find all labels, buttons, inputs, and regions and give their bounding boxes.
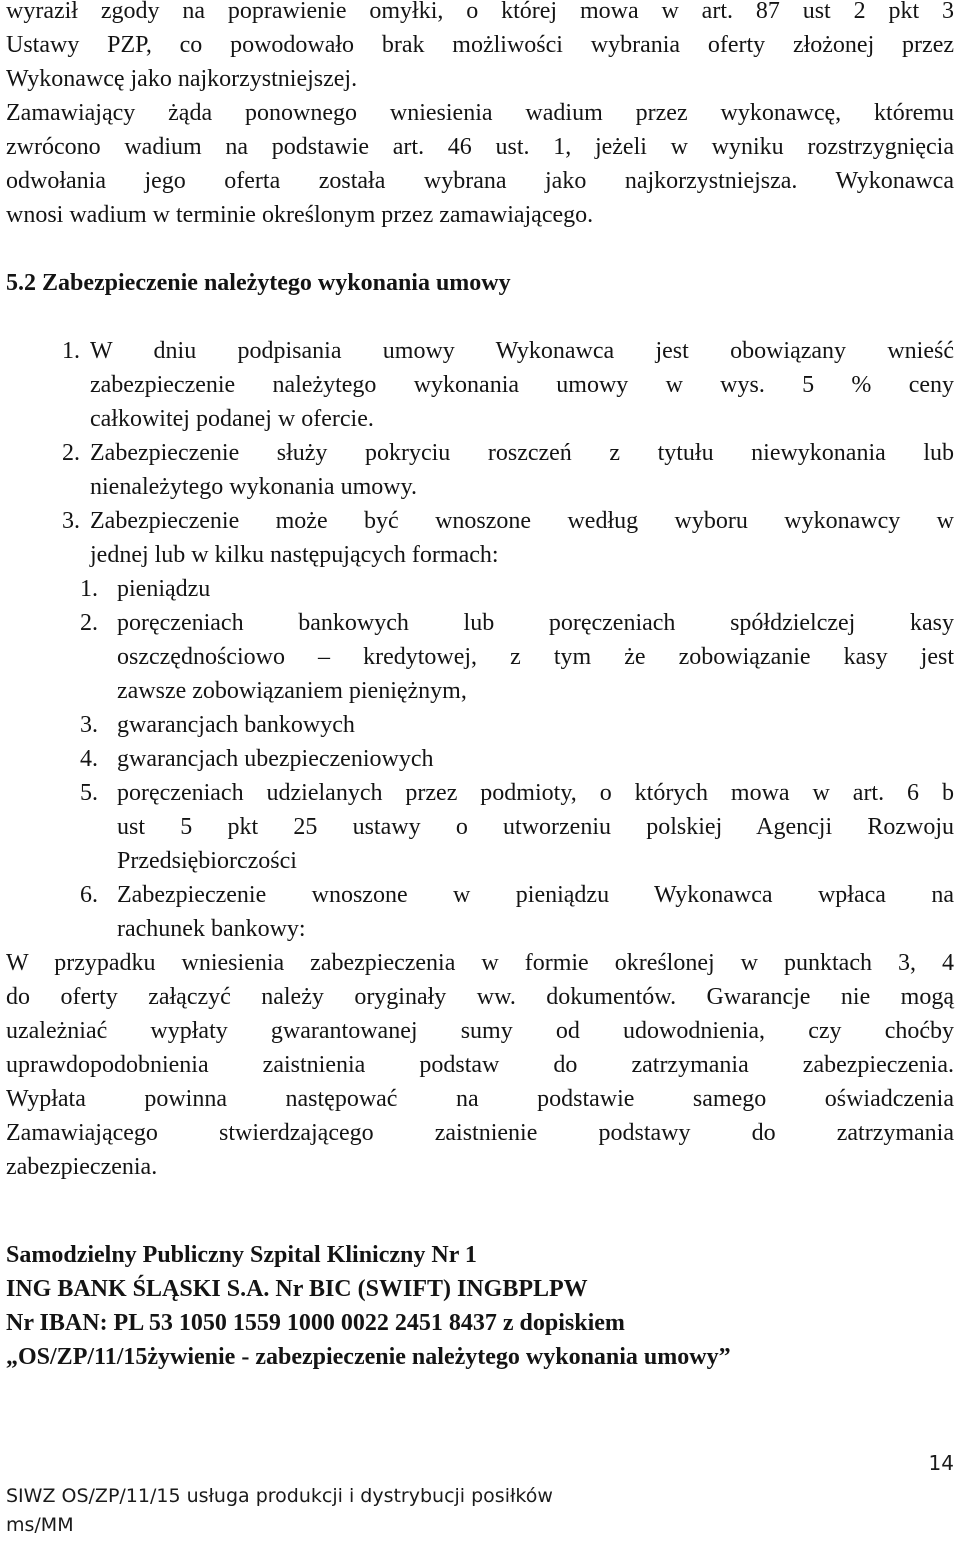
form-line: poręczeniach bankowych lub poręczeniach spółdzielczej kasy (117, 610, 954, 636)
paragraph-line: uzależniać wypłaty gwarantowanej sumy od udowodnienia, czy choćby (6, 1018, 954, 1044)
intro-line: Zamawiający żąda ponownego wniesienia wadium przez wykonawcę, któremu (6, 100, 954, 126)
form-line: Przedsiębiorczości (117, 848, 297, 874)
paragraph-line: zabezpieczenia. (6, 1154, 158, 1180)
section-heading: 5.2 Zabezpieczenie należytego wykonania umowy (6, 270, 511, 296)
form-line: gwarancjach bankowych (117, 712, 355, 738)
bank-name-bic: ING BANK ŚLĄSKI S.A. Nr BIC (SWIFT) INGBPLPW (6, 1276, 588, 1302)
paragraph-line: Zamawiającego stwierdzającego zaistnienie podstawy do zatrzymania (6, 1120, 954, 1146)
form-line: poręczeniach udzielanych przez podmioty, o których mowa w art. 6 b (117, 780, 954, 806)
form-number: 2. (80, 610, 98, 636)
intro-line: wnosi wadium w terminie określonym przez zamawiającego. (6, 202, 594, 228)
intro-line: odwołania jego oferta została wybrana jako najkorzystniejsza. Wykonawca (6, 168, 954, 194)
item-line: całkowitej podanej w ofercie. (90, 406, 374, 432)
form-line: pieniądzu (117, 576, 211, 602)
item-line: nienależytego wykonania umowy. (90, 474, 418, 500)
intro-line: zwrócono wadium na podstawie art. 46 ust. 1, jeżeli w wyniku rozstrzygnięcia (6, 134, 954, 160)
form-line: oszczędnościowo – kredytowej, z tym że zobowiązanie kasy jest (117, 644, 954, 670)
intro-line: Ustawy PZP, co powodowało brak możliwości wybrania oferty złożonej przez (6, 32, 954, 58)
form-line: gwarancjach ubezpieczeniowych (117, 746, 434, 772)
item-number: 1. (62, 338, 80, 364)
item-line: jednej lub w kilku następujących formach: (90, 542, 499, 568)
intro-line: wyraził zgody na poprawienie omyłki, o której mowa w art. 87 ust 2 pkt 3 (6, 0, 954, 24)
item-number: 2. (62, 440, 80, 466)
form-number: 1. (80, 576, 98, 602)
form-number: 5. (80, 780, 98, 806)
paragraph-line: Wypłata powinna następować na podstawie samego oświadczenia (6, 1086, 954, 1112)
paragraph-line: do oferty załączyć należy oryginały ww. dokumentów. Gwarancje nie mogą (6, 984, 954, 1010)
item-number: 3. (62, 508, 80, 534)
bank-account-holder: Samodzielny Publiczny Szpital Kliniczny Nr 1 (6, 1242, 477, 1268)
item-line: Zabezpieczenie może być wnoszone według wyboru wykonawcy w (90, 508, 954, 534)
page-number: 14 (928, 1451, 954, 1475)
form-number: 3. (80, 712, 98, 738)
form-line: zawsze zobowiązaniem pieniężnym, (117, 678, 467, 704)
form-number: 4. (80, 746, 98, 772)
item-line: W dniu podpisania umowy Wykonawca jest obowiązany wnieść (90, 338, 954, 364)
footer-document-id: SIWZ OS/ZP/11/15 usługa produkcji i dystrybucji posiłków (6, 1485, 553, 1507)
item-line: zabezpieczenie należytego wykonania umowy w wys. 5 % ceny (90, 372, 954, 398)
paragraph-line: uprawdopodobnienia zaistnienia podstaw do zatrzymania zabezpieczenia. (6, 1052, 954, 1078)
item-line: Zabezpieczenie służy pokryciu roszczeń z tytułu niewykonania lub (90, 440, 954, 466)
transfer-title: „OS/ZP/11/15żywienie - zabezpieczenie należytego wykonania umowy” (6, 1344, 731, 1370)
form-line: Zabezpieczenie wnoszone w pieniądzu Wykonawca wpłaca na (117, 882, 954, 908)
paragraph-line: W przypadku wniesienia zabezpieczenia w formie określonej w punktach 3, 4 (6, 950, 954, 976)
form-line: ust 5 pkt 25 ustawy o utworzeniu polskiej Agencji Rozwoju (117, 814, 954, 840)
form-number: 6. (80, 882, 98, 908)
intro-line: Wykonawcę jako najkorzystniejszej. (6, 66, 358, 92)
footer-initials: ms/MM (6, 1514, 74, 1536)
bank-iban: Nr IBAN: PL 53 1050 1559 1000 0022 2451 8437 z dopiskiem (6, 1310, 625, 1336)
form-line: rachunek bankowy: (117, 916, 306, 942)
